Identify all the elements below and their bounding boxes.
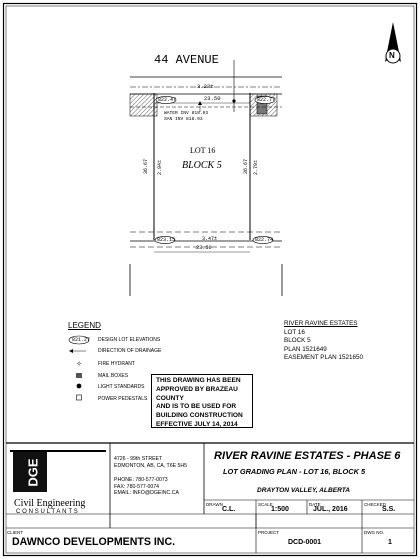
checked-label: CHECKED [364, 502, 387, 507]
dwg-label: DWG NO. [364, 530, 385, 535]
logo-letters: DGE [25, 458, 41, 487]
dim-left-setback: 2.94± [157, 159, 163, 175]
elev-top-right: 822.77 [257, 97, 276, 103]
scale-label: SCALE [258, 502, 273, 507]
legend-title: LEGEND [68, 321, 101, 330]
notice-line-5: EFFECTIVE JULY 14, 2014 [156, 420, 238, 428]
dim-top-width: 23.50 [204, 95, 221, 102]
project-location: DRAYTON VALLEY, ALBERTA [257, 487, 351, 494]
legend-item-pedestal: POWER PEDESTALS [98, 396, 148, 402]
estate-info [284, 320, 363, 363]
elev-top-left: 822.47 [158, 97, 177, 103]
notice-line-2: APPROVED BY BRAZEAU COUNTY [156, 385, 238, 402]
email: EMAIL: INFO@DGEINC.CA [114, 490, 179, 497]
notice-line-1: THIS DRAWING HAS BEEN [156, 377, 241, 384]
estate-lot: LOT 16 [284, 328, 305, 336]
legend-item-hydrant: FIRE HYDRANT [98, 361, 135, 367]
drawn-value: C.L. [222, 506, 236, 513]
lot-label: LOT 16 [190, 146, 216, 155]
dim-right-length: 36.67 [243, 158, 249, 174]
project-title: RIVER RAVINE ESTATES - PHASE 6 [214, 450, 401, 462]
street-name: 44 AVENUE [154, 53, 219, 67]
legend-pedestal-icon [77, 395, 82, 400]
legend-hydrant-icon: ✧ [76, 360, 82, 368]
notice-line-3: AND IS TO BE USED FOR [156, 403, 237, 411]
dim-left-length: 36.67 [143, 158, 149, 174]
date-label: DATE [309, 502, 321, 507]
date-value: JUL., 2016 [313, 506, 348, 513]
service-point [232, 99, 235, 102]
approval-notice [151, 374, 253, 428]
sanitary-invert: SAN INV 818.93 [164, 117, 203, 122]
legend-drainage-arrowhead [69, 349, 73, 353]
scale-value: 1:500 [271, 506, 289, 513]
north-label: N [389, 51, 395, 60]
dge-logo-icon [13, 452, 47, 492]
estate-block: BLOCK 5 [284, 337, 311, 345]
legend-item-elevations: DESIGN LOT ELEVATIONS [98, 337, 161, 343]
project-label: PROJECT [258, 530, 280, 535]
dwg-value: 1 [388, 539, 392, 546]
easement-left [130, 94, 157, 116]
legend-sample-elev: 821.27 [72, 337, 91, 343]
estate-easement: EASEMENT PLAN 1521650 [284, 354, 363, 362]
firm-subtitle: CONSULTANTS [16, 509, 80, 515]
phone: PHONE: 780-577-0073 [114, 477, 168, 484]
firm-contact [114, 456, 187, 497]
legend-item-drainage: DIRECTION OF DRAINAGE [98, 348, 162, 354]
dim-bottom-width: 23.50 [196, 245, 212, 251]
dim-top-offset: 3.23± [197, 83, 214, 90]
legend-item-mailbox: MAIL BOXES [98, 373, 129, 379]
legend-mailbox-icon [76, 373, 82, 378]
block-label: BLOCK 5 [182, 160, 222, 171]
project-value: DCD-0001 [288, 539, 322, 546]
legend-item-light: LIGHT STANDARDS [98, 384, 145, 390]
estate-title: RIVER RAVINE ESTATES [284, 320, 358, 327]
address-line-1: 4726 - 99th STREET [114, 456, 163, 462]
address-line-2: EDMONTON, AB, CA, T6E 5H5 [114, 462, 188, 469]
elev-bottom-left: 823.15 [157, 237, 176, 243]
dim-right-setback: 2.79± [253, 159, 259, 175]
checked-value: S.S. [382, 506, 396, 513]
drawn-label: DRAWN [206, 502, 223, 507]
legend-light-icon [77, 384, 82, 389]
project-subtitle: LOT GRADING PLAN - LOT 16, BLOCK 5 [223, 467, 366, 476]
client-value: DAWNCO DEVELOPMENTS INC. [12, 536, 176, 548]
dim-bottom-offset: 3.47± [202, 236, 218, 242]
elev-bottom-right: 822.74 [255, 237, 274, 243]
estate-plan: PLAN 1521649 [284, 345, 327, 353]
water-invert: WATER INV 818.93 [164, 111, 209, 116]
firm-name: Civil Engineering [14, 498, 86, 509]
fax: FAX: 780-577-0074 [114, 483, 159, 490]
client-label: CLIENT [7, 530, 24, 535]
notice-line-4: BUILDING CONSTRUCTION [156, 412, 243, 420]
